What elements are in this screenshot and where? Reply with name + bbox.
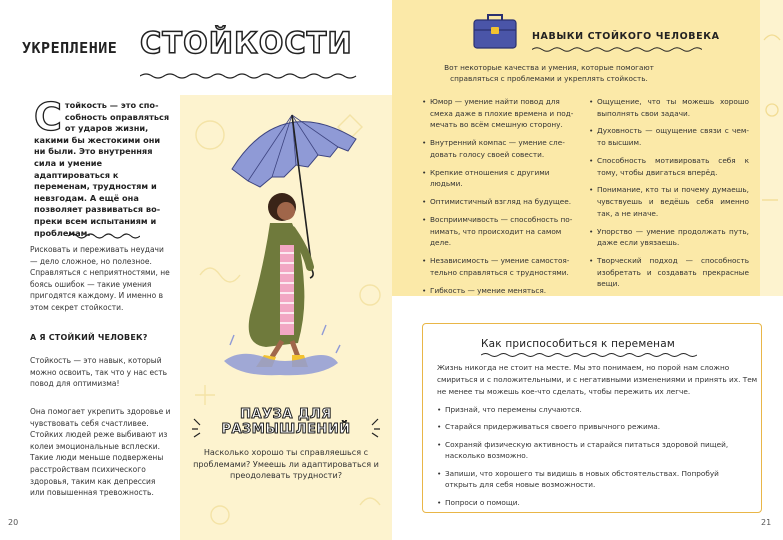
intro-paragraph — [34, 95, 170, 239]
list-item: • Попроси о помощи. — [437, 497, 747, 509]
change-underline-wave — [481, 352, 697, 358]
change-section — [392, 296, 783, 540]
pause-title-line1: ПАУЗА ДЛЯ — [240, 407, 332, 422]
page-number-right: 21 — [761, 518, 772, 527]
sparkle-icon — [360, 415, 382, 439]
skills-underline-wave — [532, 46, 702, 53]
change-intro: Жизнь никогда не стоит на месте. Мы это понимаем, но порой нам сложно смириться и с положительными, и с негативными изменениями и принять их. Тем не менее ты можешь кое-что сделать, чтобы пережить их легче. — [437, 363, 758, 396]
skills-list-right — [589, 96, 749, 296]
list-item: • Ощущение, что ты можешь хорошо выполнять свои задачи. — [589, 96, 749, 119]
list-item: • Творческий подход — способность изобретать и создавать прекрасные вещи. — [589, 255, 749, 290]
pause-title-line2: РАЗМЫШЛЕНИЙ — [221, 422, 351, 437]
list-item: • Гибкость — умение меняться. — [422, 285, 580, 297]
list-item: • Запиши, что хорошего ты видишь в новых обстоятельствах. Попробуй открыть для себя новые возможности. — [437, 468, 747, 492]
change-list — [437, 404, 747, 514]
paragraph-skill: Стойкость — это навык, который можно освоить, так что у нас есть повод для оптимизма! — [30, 356, 168, 389]
pause-text: Насколько хорошо ты справляешься с проблемами? Умеешь ли адаптироваться и преодолевать трудности? — [193, 447, 379, 481]
intro-text: тойкость — это способность оправляться от ударов жизни, какими бы жестокими они ни были. Это внутренняя сила и умение адаптироваться к переменам, трудностям и невзгодам. А ещё она позволяет развиваться вопреки всем испытаниям и проблемам. — [34, 100, 170, 238]
title-big: СТОЙКОСТИ — [140, 26, 353, 60]
right-page — [392, 0, 783, 540]
list-item: • Понимание, кто ты и почему думаешь, чувствуешь и ведёшь себя именно так, а не иначе. — [589, 184, 749, 219]
skills-intro: Вот некоторые качества и умения, которые помогают справляться с проблемами и укреплять стойкость. — [444, 63, 654, 83]
list-item: • Внутренний компас — умение следовать голосу своей совести. — [422, 137, 580, 160]
skills-title: НАВЫКИ СТОЙКОГО ЧЕЛОВЕКА — [532, 31, 720, 42]
question-heading: А Я СТОЙКИЙ ЧЕЛОВЕК? — [30, 333, 148, 342]
list-item: • Признай, что перемены случаются. — [437, 404, 747, 416]
sparkle-icon — [190, 415, 212, 439]
list-item: • Восприимчивость — способность понимать, что происходит на самом деле. — [422, 214, 580, 249]
title-underline-wave — [140, 72, 362, 80]
drop-cap: С — [34, 95, 62, 139]
divider-wave — [68, 232, 140, 240]
briefcase-icon — [472, 12, 518, 50]
title-small: УКРЕПЛЕНИЕ — [22, 39, 118, 57]
list-item: • Упорство — умение продолжать путь, даже если увязаешь. — [589, 226, 749, 249]
list-item: • Способность мотивировать себя к тому, чтобы двигаться вперёд. — [589, 155, 749, 178]
illustration-panel — [180, 95, 392, 540]
list-item: • Независимость — умение самостоятельно справляться с трудностями. — [422, 255, 580, 278]
list-item: • Духовность — ощущение связи с чем-то высшим. — [589, 125, 749, 148]
list-item: • Юмор — умение найти повод для смеха даже в плохие времена и подмечать во всём смешную сторону. — [422, 96, 580, 131]
page-title — [22, 24, 362, 68]
list-item: • Старайся придерживаться своего привычного режима. — [437, 421, 747, 433]
list-item: • Сохраняй физическую активность и старайся питаться здоровой пищей, насколько возможно. — [437, 439, 747, 463]
skills-list-left — [422, 96, 580, 320]
change-title: Как приспособиться к переменам — [481, 338, 675, 350]
paragraph-health: Она помогает укрепить здоровье и чувствовать себя счастливее. Стойких людей реже выбивают из колеи эмоциональные всплески. Такие люди меньше подвержены расстройствам психического здоровья, таким как депрессия или повышенная тревожность. — [30, 407, 171, 498]
list-item: • Оптимистичный взгляд на будущее. — [422, 196, 580, 208]
pause-title — [200, 407, 372, 437]
list-item: • Крепкие отношения с другими людьми. — [422, 167, 580, 190]
paragraph-risk: Рисковать и переживать неудачи — дело сложное, но полезное. Справляться с неприятностями, не боясь ошибок — такие умения пригодятся каждому. И именно в этом секрет стойкости. — [30, 245, 170, 312]
skills-section — [392, 0, 760, 296]
page-number-left: 20 — [8, 518, 19, 527]
change-card — [422, 323, 762, 513]
